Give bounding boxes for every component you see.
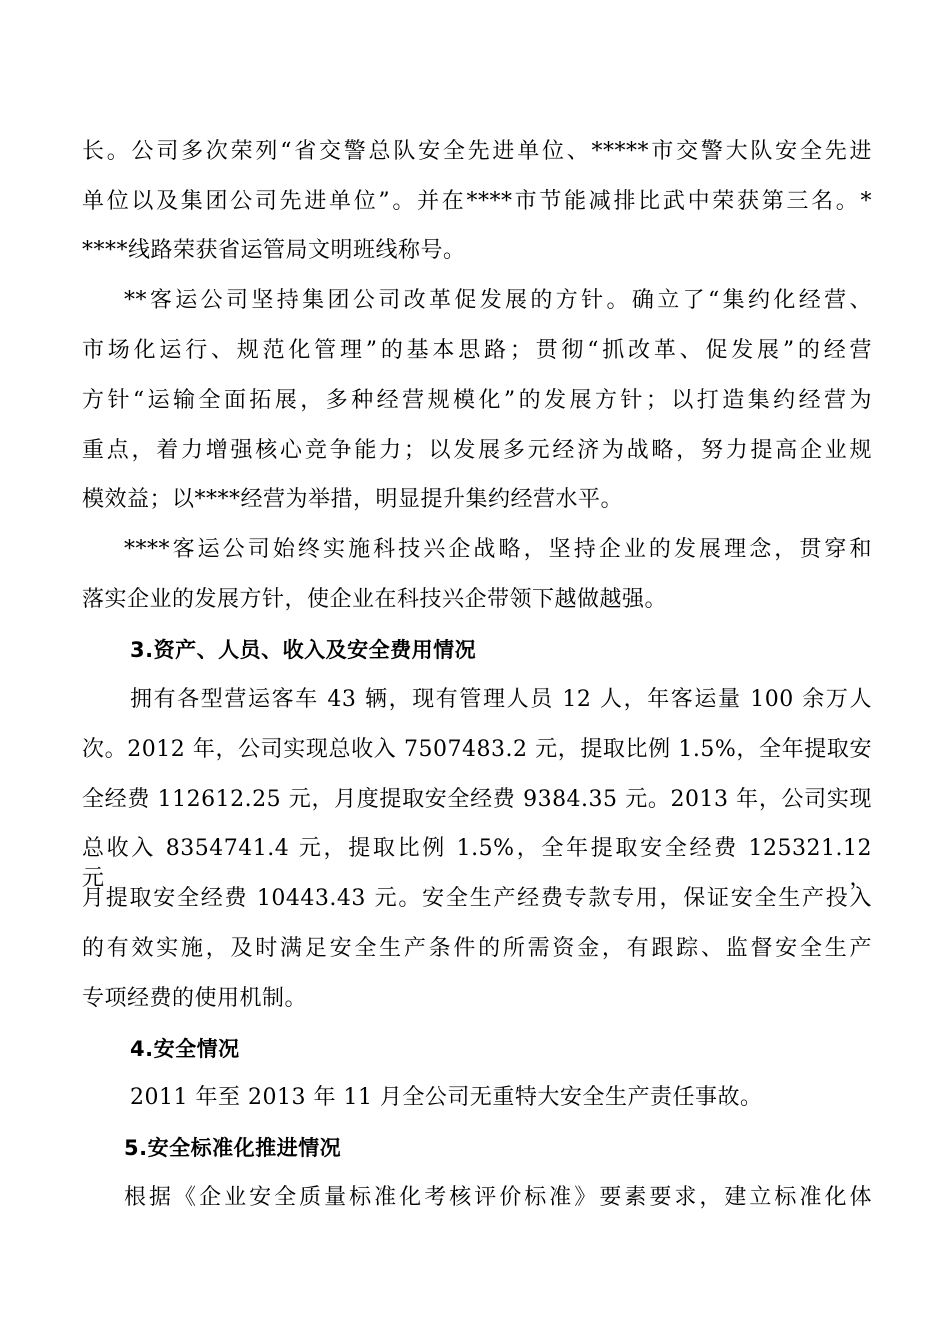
- paragraph-2-line-1: **客运公司坚持集团公司改革促发展的方针。确立了“集约化经营、: [124, 288, 872, 313]
- paragraph-4-line-7: 专项经费的使用机制。: [82, 986, 308, 1011]
- paragraph-4-line-5: 月提取安全经费 10443.43 元。安全生产经费专款专用，保证安全生产投入: [82, 886, 872, 911]
- paragraph-3-line-2: 落实企业的发展方针，使企业在科技兴企带领下越做越强。: [82, 587, 668, 612]
- paragraph-4-line-1: 拥有各型营运客车 43 辆，现有管理人员 12 人，年客运量 100 余万人: [130, 687, 872, 712]
- section-heading-3: 3.资产、人员、收入及安全费用情况: [130, 638, 477, 662]
- paragraph-2-line-3: 方针“运输全面拓展，多种经营规模化”的发展方针；以打造集约经营为: [82, 388, 872, 413]
- paragraph-4-line-6: 的有效实施，及时满足安全生产条件的所需资金，有跟踪、监督安全生产: [82, 936, 872, 961]
- paragraph-4-line-2: 次。2012 年，公司实现总收入 7507483.2 元，提取比例 1.5%，全年提取安: [82, 737, 872, 762]
- paragraph-2-line-4: 重点，着力增强核心竞争能力；以发展多元经济为战略，努力提高企业规: [82, 438, 872, 463]
- paragraph-4-line-4: 总收入 8354741.4 元，提取比例 1.5%，全年提取安全经费 125321.12 元，: [82, 836, 872, 891]
- paragraph-4-line-3: 全经费 112612.25 元，月度提取安全经费 9384.35 元。2013 年，公司实现: [82, 787, 872, 812]
- paragraph-6-line-1: 根据《企业安全质量标准化考核评价标准》要素要求，建立标准化体: [124, 1185, 872, 1210]
- paragraph-1-line-1: 长。公司多次荣列“省交警总队安全先进单位、*****市交警大队安全先进: [82, 139, 872, 164]
- paragraph-3-line-1: ****客运公司始终实施科技兴企战略，坚持企业的发展理念，贯穿和: [124, 537, 872, 562]
- paragraph-2-line-2: 市场化运行、规范化管理”的基本思路；贯彻“抓改革、促发展”的经营: [82, 338, 872, 363]
- section-heading-4: 4.安全情况: [130, 1037, 240, 1061]
- paragraph-2-line-5: 模效益；以****经营为举措，明显提升集约经营水平。: [82, 487, 624, 512]
- paragraph-5-line-1: 2011 年至 2013 年 11 月全公司无重特大安全生产责任事故。: [130, 1085, 763, 1110]
- paragraph-1-line-3: ****线路荣获省运管局文明班线称号。: [82, 238, 466, 263]
- paragraph-1-line-2: 单位以及集团公司先进单位”。并在****市节能减排比武中荣获第三名。*: [82, 189, 872, 214]
- section-heading-5: 5.安全标准化推进情况: [124, 1136, 342, 1160]
